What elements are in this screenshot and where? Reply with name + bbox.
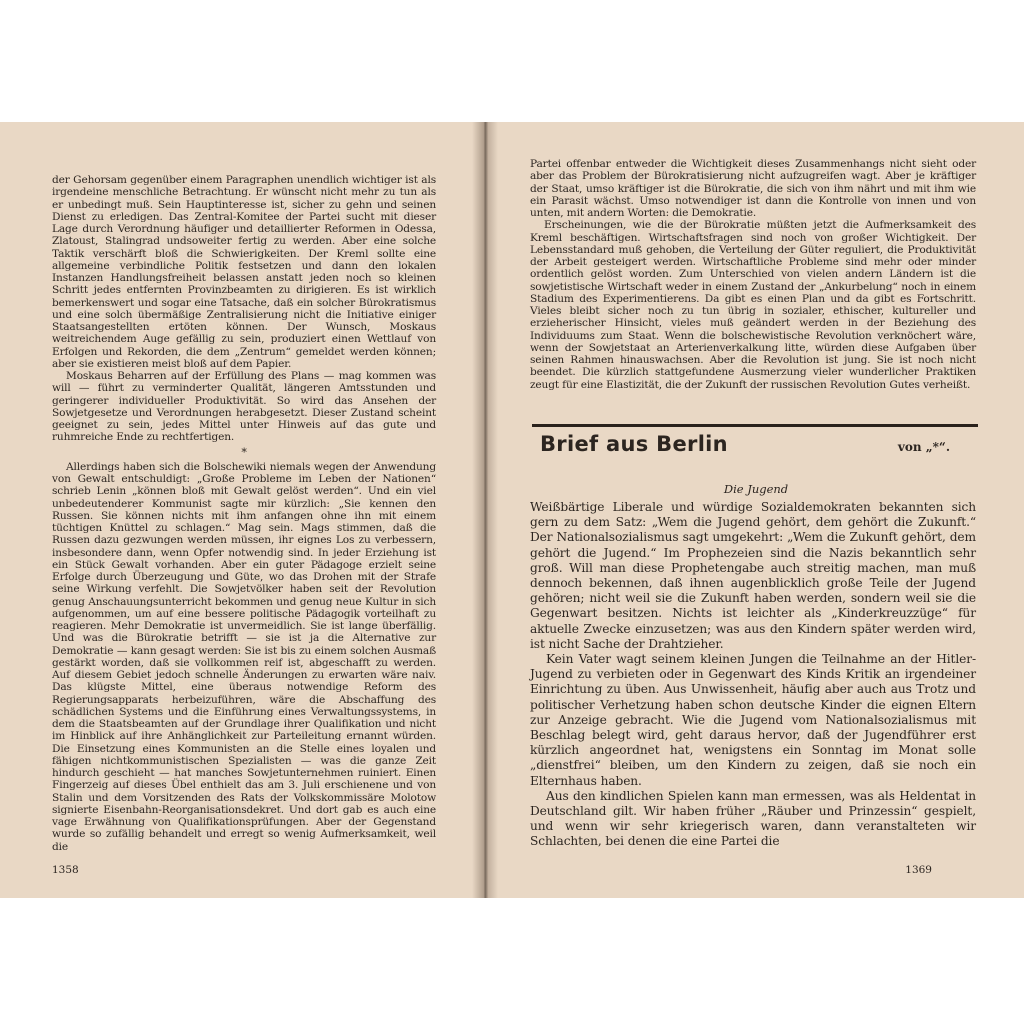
paragraph: Kein Vater wagt seinem kleinen Jungen die Teilnahme an der Hitler-Jugend zu verbieten oder in Gegenwart des Kinds Kritik an irgendeiner Einrichtung zu üben. Aus Unwissenheit, häufig aber auch aus Trotz und politischer Verhetzung haben schon deutsche Kinder die eignen Eltern zur Anzeige gebracht. Wie die Jugend vom Nationalsozialismus mit Beschlag belegt wird, geht daraus hervor, daß der Jugendführer erst kürzlich angeordnet hat, wenigstens ein Sonntag im Monat solle „dienstfrei“ bleiben, um den Kindern zu zeigen, daß sie noch ein Elternhaus haben. xyxy=(530,652,976,788)
article-byline: von „*“. xyxy=(897,440,950,454)
paragraph: der Gehorsam gegenüber einem Paragraphen unendlich wichtiger ist als irgendeine menschliche Betrachtung. Er wünscht nicht mehr zu tun als er unbedingt muß. Sein Hauptinteresse ist, sicher zu gehn und seinen Dienst zu erledigen. Das Zentral-Komitee der Partei sucht mit dieser Lage durch Verordnung häufiger und detaillierter Reformen in Odessa, Zlatoust, Stalingrad undsoweiter fertig zu werden. Aber eine solche Taktik verschärft bloß die Schwierigkeiten. Der Kreml sollte eine allgemeine verbindliche Politik festsetzen und dann den lokalen Instanzen Handlungsfreiheit belassen anstatt jeden noch so kleinen Schritt jedes entfernten Provinzbeamten zu dirigieren. Es ist wirklich bemerkenswert und sogar eine Tatsache, daß ein solcher Bürokratismus und eine solch übermäßige Zentralisierung nicht die Initiative einiger Staatsangestellten ertöten können. Der Wunsch, Moskaus weitreichendem Auge gefällig zu sein, produziert einen Wettlauf von Erfolgen und Rekorden, die dem „Zentrum“ gemeldet werden können; aber sie existieren meist bloß auf dem Papier. xyxy=(52,174,436,370)
article-body xyxy=(530,500,976,850)
page-number: 1369 xyxy=(905,864,932,876)
section-rule xyxy=(532,424,978,427)
left-page-text xyxy=(52,174,436,853)
paragraph: Erscheinungen, wie die der Bürokratie müßten jetzt die Aufmerksamkeit des Kreml beschäftigen. Wirtschaftsfragen sind noch von großer Wichtigkeit. Der Lebensstandard muß gehoben, die Verteilung der Güter reguliert, die Produktivität der Arbeit gesteigert werden. Wirtschaftliche Probleme sind mehr oder minder ordentlich gelöst worden. Zum Unterschied von vielen andern Ländern ist die sowjetistische Wirtschaft weder in einem Zustand der „Ankurbelung“ noch in einem Stadium des Experimentierens. Da gibt es einen Plan und da gibt es Fortschritt. Vieles bleibt sicher noch zu tun übrig in sozialer, ethischer, kultureller und erzieherischer Hinsicht, vieles muß geändert werden in der Beziehung des Individuums zum Staat. Wenn die bolschewistische Revolution verknöchert wäre, wenn der Sowjetstaat an Arterienverkalkung litte, würden diese Aufgaben über seinen Rahmen hinauswachsen. Aber die Revolution ist jung. Sie ist noch nicht beendet. Die kürzlich stattgefundene Ausmerzung vieler wunderlicher Praktiken zeugt für eine Elastizität, die der Zukunft der russischen Revolution Gutes verheißt. xyxy=(530,219,976,391)
paragraph: Moskaus Beharren auf der Erfüllung des Plans — mag kommen was will — führt zu verminderter Qualität, längeren Amtsstunden und geringerer individueller Produktivität. So wird das Ansehen der Sowjetgesetze und Verordnungen herabgesetzt. Dieser Zustand scheint geeignet zu sein, jedes Mittel unter Hinweis auf das gute und ruhmreiche Ende zu rechtfertigen. xyxy=(52,370,436,444)
article-heading xyxy=(540,432,970,456)
paragraph: Aus den kindlichen Spielen kann man ermessen, was als Heldentat in Deutschland gilt. Wir haben früher „Räuber und Prinzessin“ gespielt, und wenn wir sehr kriegerisch waren, dann veranstalteten wir Schlachten, bei denen die eine Partei die xyxy=(530,788,976,849)
paragraph: Weißbärtige Liberale und würdige Sozialdemokraten bekannten sich gern zu dem Satz: „Wem die Jugend gehört, dem gehört die Zukunft.“ Der Nationalsozialismus sagt umgekehrt: „Wem die Zukunft gehört, dem gehört die Jugend.“ Im Prophezeien sind die Nazis bekanntlich sehr groß. Will man diese Prophetengabe auch streitig machen, man muß dennoch bekennen, daß ihnen augenblicklich große Teile der Jugend gehören; nicht weil sie die Zukunft haben werden, sondern weil sie die Gegenwart besitzen. Nichts ist leichter als „Kinderkreuzzüge“ für aktuelle Zwecke einzusetzen; was aus den Kindern später werden wird, ist nicht Sache der Drahtzieher. xyxy=(530,500,976,651)
paragraph: Partei offenbar entweder die Wichtigkeit dieses Zusammenhangs nicht sieht oder aber das Problem der Bürokratisierung nicht aufzugreifen wagt. Aber je kräftiger der Staat, umso kräftiger ist die Bürokratie, die sich von ihm nährt und mit ihm wie ein Parasit wächst. Umso notwendiger ist dann die Kontrolle von innen und von unten, mit andern Worten: die Demokratie. xyxy=(530,158,976,219)
page-number: 1358 xyxy=(52,864,79,876)
right-page-top-text xyxy=(530,158,976,391)
section-separator: * xyxy=(241,445,247,459)
left-page xyxy=(0,122,484,898)
paragraph: Allerdings haben sich die Bolschewiki niemals wegen der Anwendung von Gewalt entschuldigt: „Große Probleme im Leben der Nationen“ schrieb Lenin „können bloß mit Gewalt gelöst werden“. Und ein viel unbedeutenderer Kommunist sagte mir kürzlich: „Sie kennen den Russen. Sie können nichts mit ihm anfangen ohne ihn mit einem tüchtigen Knüttel zu schlagen.“ Mag sein. Mags stimmen, daß die Russen dazu gezwungen werden müssen, ihr eignes Los zu verbessern, insbesondere dann, wenn Opfer notwendig sind. In jeder Erziehung ist ein Stück Gewalt vorhanden. Aber ein guter Pädagoge erzielt seine Erfolge durch Überzeugung und Güte, wo das Drohen mit der Strafe seine Wirkung verfehlt. Die Sowjetvölker haben seit der Revolution genug Anschauungsunterricht bekommen und genug neue Kultur in sich aufgenommen, um auf eine bessere politische Pädagogik vorteilhaft zu reagieren. Mehr Demokratie ist unvermeidlich. Sie ist lange überfällig. Und was die Bürokratie betrifft — sie ist ja die Alternative zur Demokratie — kann gesagt werden: Sie ist bis zu einem solchen Ausmaß gestärkt worden, daß sie vollkommen reif ist, abgeschafft zu werden. Auf diesem Gebiet jedoch schnelle Änderungen zu erwarten wäre naiv. Das klügste Mittel, eine überaus notwendige Reform des Regierungsapparats herbeizuführen, wäre die Abschaffung des schädlichen Systems und die Einführung eines Verwaltungssystems, in dem die Staatsbeamten auf der Grundlage ihrer Qualifikation und nicht im Hinblick auf ihre Anhänglichkeit zur Parteileitung ernannt würden. Die Einsetzung eines Kommunisten an die Stelle eines loyalen und fähigen nichtkommunistischen Spezialisten — was die ganze Zeit hindurch geschieht — hat manches Sowjetunternehmen ruiniert. Einen Fingerzeig auf dieses Übel enthielt das am 3. Juli erschienene und von Stalin und dem Vorsitzenden des Rats der Volkskommissäre Molotow signierte Eisenbahn-Reorganisationsdekret. Und dort gab es auch eine vage Erwähnung von Qualifikationsprüfungen. Aber der Gegenstand wurde so zufällig behandelt und erregt so wenig Aufmerksamkeit, weil die xyxy=(52,460,436,853)
article-title: Brief aus Berlin xyxy=(540,432,728,456)
book-spread xyxy=(0,122,1024,898)
article-subtitle: Die Jugend xyxy=(723,482,789,496)
right-page xyxy=(488,122,1024,898)
book-gutter xyxy=(472,122,498,898)
